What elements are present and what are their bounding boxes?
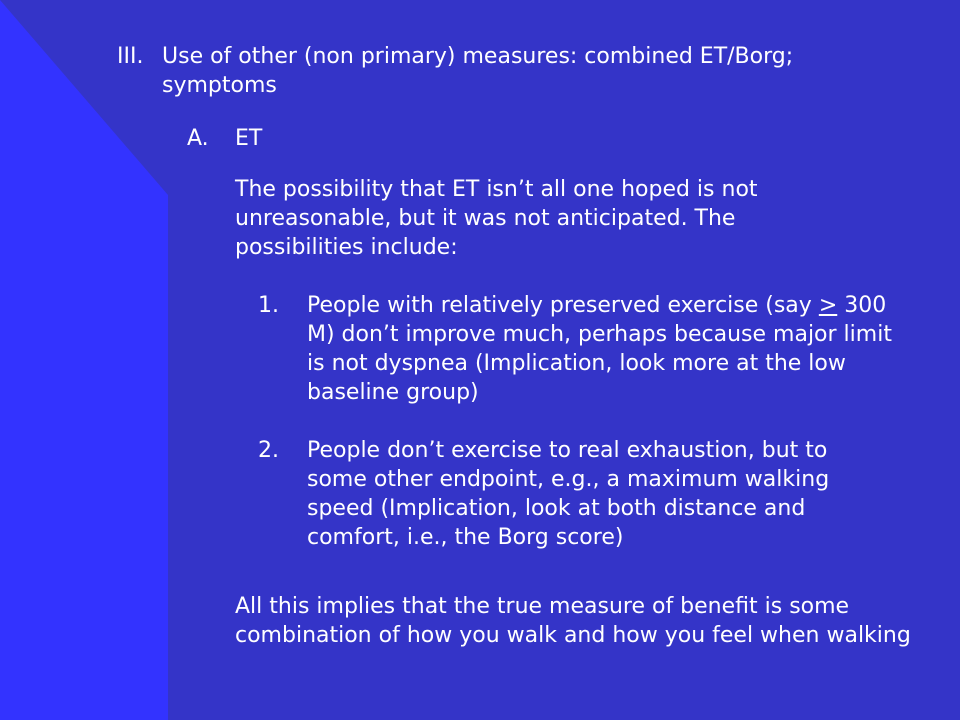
list-item-text xyxy=(307,291,907,407)
list-item-text: People don’t exercise to real exhaustion, but to some other endpoint, e.g., a maximum walking speed (Implication, look at both distance and comfort, i.e., the Borg score) xyxy=(307,438,830,550)
list-item-text-before: People with relatively preserved exercise (say xyxy=(307,293,819,318)
subheading-marker: A. xyxy=(187,126,209,151)
greater-than-symbol: > xyxy=(818,293,838,318)
slide-heading: Use of other (non primary) measures: combined ET/Borg; symptoms xyxy=(162,44,794,98)
heading-marker: III. xyxy=(117,44,144,69)
list-item-marker: 1. xyxy=(258,293,279,318)
list-item-marker: 2. xyxy=(258,438,279,463)
list-item-text-after: 300 M) don’t improve much, perhaps because major limit is not dyspnea (Implication, look more at the low baseline group) xyxy=(307,293,892,405)
intro-paragraph: The possibility that ET isn’t all one hoped is not unreasonable, but it was not anticipated. The possibilities include: xyxy=(235,177,758,260)
conclusion-paragraph: All this implies that the true measure of benefit is some combination of how you walk and how you feel when walking xyxy=(235,594,911,648)
subheading-text: ET xyxy=(235,126,263,151)
